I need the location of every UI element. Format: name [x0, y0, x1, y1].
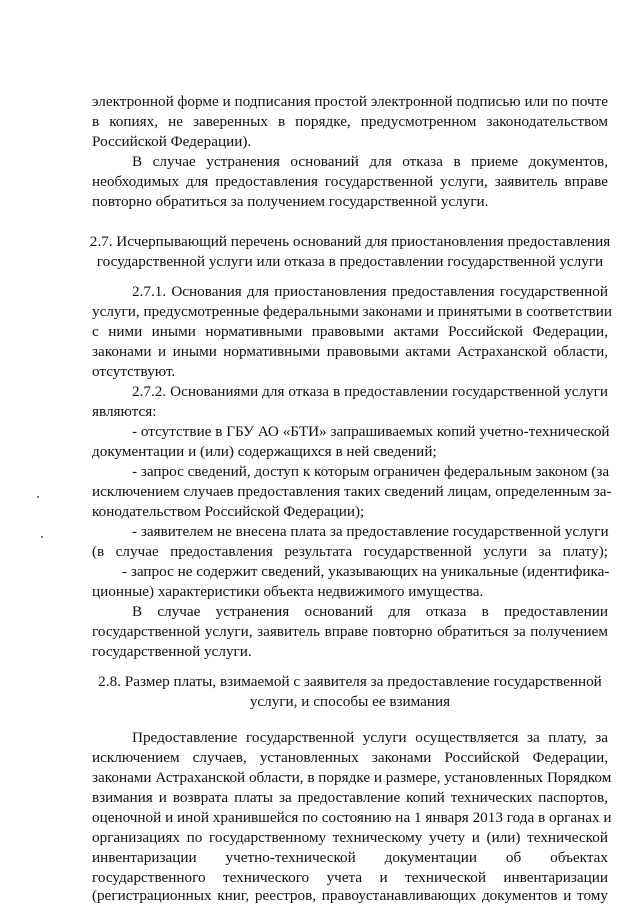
section-heading: 2.7. Исчерпывающий перечень оснований для приостановления предоставления — [89, 233, 611, 250]
text-line: взимания и возврата платы за предоставление копий технических паспортов, — [92, 789, 608, 806]
text-line: являются: — [92, 403, 157, 420]
text-line: В случае устранения оснований для отказа в предоставлении — [132, 603, 608, 620]
text-line: отсутствуют. — [92, 363, 176, 380]
section-heading: 2.8. Размер платы, взимаемой с заявителя за предоставление государственной — [98, 673, 602, 690]
scan-speck — [41, 536, 43, 538]
list-item: - отсутствие в ГБУ АО «БТИ» запрашиваемых копий учетно-технической — [132, 423, 610, 440]
text-line: организациях по государственному техническому учету и (или) технической — [92, 829, 608, 846]
text-line: конодательством Российской Федерации); — [92, 503, 365, 520]
text-line: законами Астраханской области, в порядке и размере, установленных Порядком — [92, 769, 612, 786]
text-line: документации и (или) содержащихся в ней сведений; — [92, 443, 437, 460]
text-line: В случае устранения оснований для отказа в приеме документов, — [132, 153, 608, 170]
text-line: 2.7.2. Основаниями для отказа в предоставлении государственной услуги — [132, 383, 608, 400]
text-line: ционные) характеристики объекта недвижимого имущества. — [92, 583, 484, 600]
text-line: государственной услуги, заявитель вправе повторно обратиться за получением — [92, 623, 608, 640]
text-line: необходимых для предоставления государственной услуги, заявитель вправе — [92, 173, 608, 190]
text-line: государственного технического учета и технической инвентаризации — [92, 869, 608, 886]
text-line: государственной услуги. — [92, 643, 252, 660]
text-line: повторно обратиться за получением государственной услуги. — [92, 193, 489, 210]
section-heading: государственной услуги или отказа в предоставлении государственной услуги — [96, 253, 604, 270]
text-line: оценочной и иной хранившейся по состоянию на 1 января 2013 года в органах и — [92, 809, 612, 826]
text-line: исключением случаев, установленных законами Российской Федерации, — [92, 749, 608, 766]
text-line: услуги, предусмотренные федеральными законами и принятыми в соответствии — [92, 303, 613, 320]
text-line: Предоставление государственной услуги осуществляется за плату, за — [132, 729, 608, 746]
text-line: 2.7.1. Основания для приостановления предоставления государственной — [132, 283, 608, 300]
list-item: - заявителем не внесена плата за предоставление государственной услуги — [132, 523, 609, 540]
text-line: с ними иными нормативными правовыми актами Российской Федерации, — [92, 323, 608, 340]
section-heading: услуги, и способы ее взимания — [249, 693, 451, 710]
list-item: - запрос сведений, доступ к которым ограничен федеральным законом (за — [132, 463, 610, 480]
text-line: электронной форме и подписания простой электронной подписью или по почте — [92, 93, 608, 110]
text-line: инвентаризации учетно-технической документации об объектах — [92, 849, 608, 866]
text-line: законами и иными нормативными правовыми актами Астраханской области, — [92, 343, 608, 360]
scan-speck — [37, 496, 39, 498]
text-line: Российской Федерации). — [92, 133, 252, 150]
text-line: (регистрационных книг, реестров, правоустанавливающих документов и тому — [92, 887, 608, 904]
list-item: - запрос не содержит сведений, указывающих на уникальные (идентифика- — [122, 563, 610, 580]
text-line: (в случае предоставления результата государственной услуги за плату); — [92, 543, 608, 560]
text-line: в копиях, не заверенных в порядке, предусмотренном законодательством — [92, 113, 608, 130]
text-line: исключением случаев предоставления таких сведений лицам, определенным за- — [92, 483, 612, 500]
